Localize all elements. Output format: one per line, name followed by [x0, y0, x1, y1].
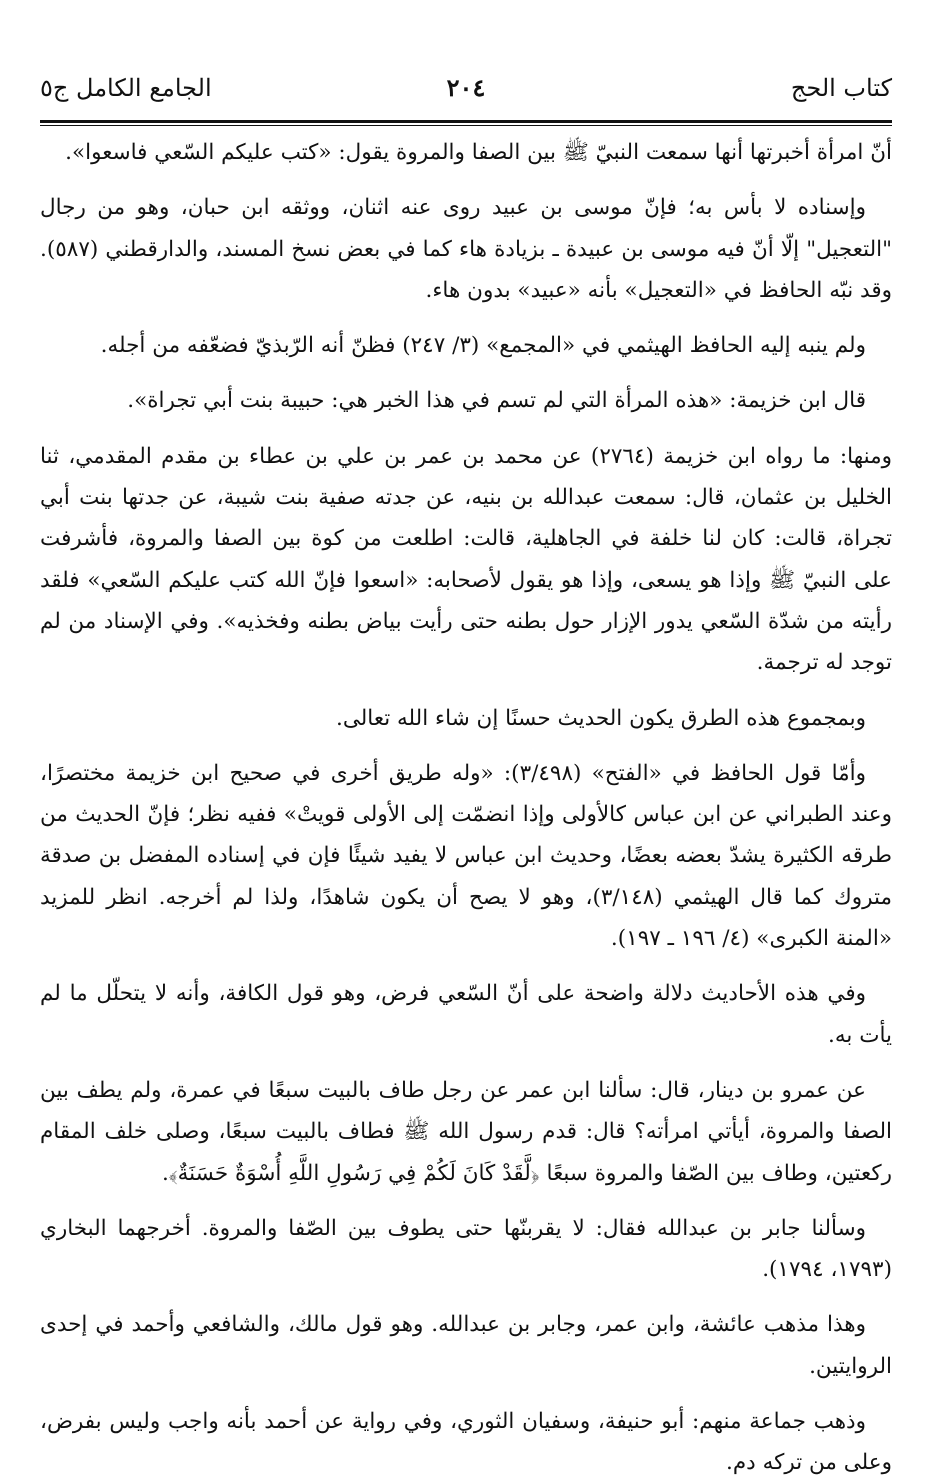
paragraph-6: وبمجموع هذه الطرق يكون الحديث حسنًا إن شاء الله تعالى.: [335, 705, 866, 731]
paragraph-10: وسألنا جابر بن عبدالله فقال: لا يقربنّها حتى يطوف بين الصّفا والمروة. أخرجهما البخاري (١٧٩٣، ١٧٩٤).: [40, 1215, 892, 1283]
paragraph-2: وإسناده لا بأس به؛ فإنّ موسى بن عبيد روى عنه اثنان، ووثقه ابن حبان، وهو من رجال "التعجيل" إلّا أنّ فيه موسى بن عبيدة ـ بزيادة هاء كما في بعض نسخ المسند، والدارقطني (٥٨٧). وقد نبّه الحافظ في «التعجيل» بأنه «عبيد» بدون هاء.: [40, 195, 892, 303]
paragraph-8: وفي هذه الأحاديث دلالة واضحة على أنّ السّعي فرض، وهو قول الكافة، وأنه لا يتحلّل ما لم يأت به.: [40, 981, 892, 1048]
main-text: [40, 132, 892, 1484]
paragraph-4: قال ابن خزيمة: «هذه المرأة التي لم تسم في هذا الخبر هي: حبيبة بنت أبي تجراة».: [127, 388, 866, 414]
running-header: [40, 68, 892, 108]
paragraph-5: ومنها: ما رواه ابن خزيمة (٢٧٦٤) عن محمد بن عمر بن علي بن عطاء بن مقدم المقدمي، ثنا الخليل بن عثمان، قال: سمعت عبدالله بن بنيه، عن جدته صفية بنت شيبة، عن جدتها بنت أبي تجراة، قالت: كان لنا خلفة في الجاهلية، قالت: اطلعت من كوة بين الصفا والمروة، فأشرفت على النبيّ ﷺ وإذا هو يسعى، وإذا هو يقول لأصحابه: «اسعوا فإنّ الله كتب عليكم السّعي» فلقد رأيته من شدّة السّعي يدور الإزار حول بطنه حتى رأيت بياض بطنه وفخذيه». وفي الإسناد من لم توجد له ترجمة.: [40, 443, 892, 676]
page-number: ٢٠٤: [446, 73, 486, 102]
paragraph-12: وذهب جماعة منهم: أبو حنيفة، وسفيان الثوري، وفي رواية عن أحمد بأنه واجب وليس بفرض، وعلى من تركه دم.: [40, 1409, 892, 1476]
header-rule-thin: [40, 125, 892, 126]
paragraph-9: عن عمرو بن دينار، قال: سألنا ابن عمر عن رجل طاف بالبيت سبعًا في عمرة، ولم يطف بين الصفا والمروة، أيأتي امرأته؟ قال: قدم رسول الله ﷺ فطاف بالبيت سبعًا، وصلى خلف المقام ركعتين، وطاف بين الصّفا والمروة سبعًا ﴿لَّقَدْ كَانَ لَكُمْ فِي رَسُولِ اللَّهِ أُسْوَةٌ حَسَنَةٌ﴾.: [40, 1077, 892, 1186]
paragraph-3: ولم ينبه إليه الحافظ الهيثمي في «المجمع» (٣/ ٢٤٧) فظنّ أنه الرّبذيّ فضعّفه من أجله.: [100, 333, 866, 359]
paragraph-11: وهذا مذهب عائشة، وابن عمر، وجابر بن عبدالله. وهو قول مالك، والشافعي وأحمد في إحدى الروايتين.: [40, 1312, 892, 1379]
header-rule-thick: [40, 120, 892, 123]
book-page: [40, 68, 893, 1476]
paragraph-1: أنّ امرأة أخبرتها أنها سمعت النبيّ ﷺ بين الصفا والمروة يقول: «كتب عليكم السّعي فاسعوا».: [65, 140, 892, 165]
book-title: الجامع الكامل ج٥: [40, 74, 212, 102]
book-section-title: كتاب الحج: [790, 74, 892, 102]
paragraph-7: وأمّا قول الحافظ في «الفتح» (٣/٤٩٨): «وله طريق أخرى في صحيح ابن خزيمة مختصرًا، وعند الطبراني عن ابن عباس كالأولى وإذا انضمّت إلى الأولى قويتْ» ففيه نظر؛ فإنّ الحديث من طرقه الكثيرة يشدّ بعضه بعضًا، وحديث ابن عباس لا يفيد شيئًا فإن في إسناده المفضل بن صدقة متروك كما قال الهيثمي (٣/١٤٨)، وهو لا يصح أن يكون شاهدًا، ولذا لم أخرجه. انظر للمزيد «المنة الكبرى» (٤/ ١٩٦ ـ ١٩٧).: [40, 760, 893, 952]
